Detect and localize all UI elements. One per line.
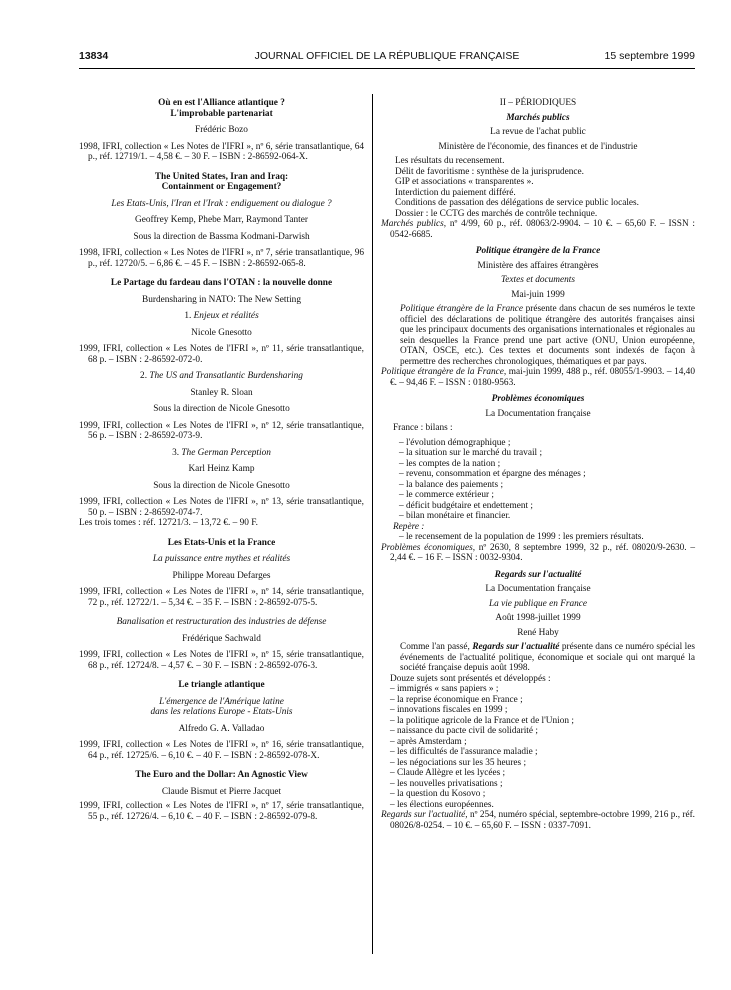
list-item: – naissance du pacte civil de solidarité ; <box>390 726 538 736</box>
entry-author: Stanley R. Sloan <box>190 387 253 398</box>
entry-author: Nicole Gnesotto <box>191 327 252 338</box>
entry-direction: Sous la direction de Nicole Gnesotto <box>153 480 290 491</box>
issue-date: 15 septembre 1999 <box>604 50 695 62</box>
periodical-reference: Problèmes économiques, nº 2630, 8 septembre 1999, 32 p., réf. 08020/9-2630. – 2,44 €. – 16 F. – ISSN : 0032-9304. <box>381 542 695 563</box>
list-item: – les élections européennes. <box>390 799 494 810</box>
periodical-reference: Regards sur l'actualité, nº 254, numéro spécial, septembre-octobre 1999, 216 p., réf. 08026/8-0254. – 10 €. – 65,60 F. – ISSN : 0337-7091. <box>381 810 695 831</box>
contents-list <box>381 532 695 543</box>
list-item: – déficit budgétaire et endettement ; <box>399 500 533 511</box>
periodical-publisher: La Documentation française <box>485 408 591 419</box>
list-item: – immigrés « sans papiers » ; <box>390 684 499 694</box>
journal-title: JOURNAL OFFICIEL DE LA RÉPUBLIQUE FRANÇAISE <box>254 50 520 62</box>
periodical-title: Marchés publics <box>506 112 570 123</box>
entry-author: Frédérique Sachwald <box>182 633 261 644</box>
contents-intro: France : bilans : <box>393 423 453 433</box>
entry-subtitle: Les Etats-Unis, l'Iran et l'Irak : endiguement ou dialogue ? <box>111 198 332 209</box>
list-item: – les négociations sur les 35 heures ; <box>390 757 527 768</box>
list-item: – la politique agricole de la France et de l'Union ; <box>390 715 574 726</box>
contents-list <box>381 438 695 522</box>
list-item: – les nouvelles privatisations ; <box>390 778 503 789</box>
periodical-description: Politique étrangère de la France présente dans chacun de ses numéros le texte officiel des déclarations de politique étrangère des autorités françaises ainsi que les principaux documents des organisations internationales et régionales au sein desquelles la France prend une part active (ONU, Union européenne, OTAN, OSCE, etc.). Ces textes et documents sont indexés de façon à permettre des recherches chronologiques, thématiques et par pays. <box>400 304 696 367</box>
entry-reference: 1999, IFRI, collection « Les Notes de l'IFRI », nº 16, série transatlantique, 64 p., réf. 12725/6. – 6,10 €. – 40 F. – ISBN : 2-86592-078-X. <box>79 740 364 761</box>
periodical-period: Août 1998-juillet 1999 <box>495 613 581 623</box>
list-item: Interdiction du paiement différé. <box>395 187 516 198</box>
entry-author: Claude Bismut et Pierre Jacquet <box>161 786 282 797</box>
list-item: Dossier : le CCTG des marchés de contrôle technique. <box>395 208 598 219</box>
list-item: – la situation sur le marché du travail ; <box>399 448 543 458</box>
entry-reference: 1998, IFRI, collection « Les Notes de l'IFRI », nº 7, série transatlantique, 96 p., réf. 12720/5. – 6,86 €. – 45 F. – ISBN : 2-86592-065-8. <box>79 248 364 269</box>
entry-title: L'improbable partenariat <box>170 108 273 119</box>
periodical-publisher: La Documentation française <box>485 584 591 594</box>
entry-direction: Sous la direction de Nicole Gnesotto <box>153 404 290 414</box>
periodical-subtitle: La vie publique en France <box>488 598 588 609</box>
list-item: – après Amsterdam ; <box>390 736 467 747</box>
entry-title: Où en est l'Alliance atlantique ? <box>158 98 285 108</box>
list-item: – innovations fiscales en 1999 ; <box>390 705 508 715</box>
entry-reference: 1999, IFRI, collection « Les Notes de l'IFRI », nº 11, série transatlantique, 68 p. – ISBN : 2-86592-072-0. <box>79 344 364 365</box>
entry-title: Banalisation et restructuration des industries de défense <box>116 617 327 627</box>
contents-list <box>381 684 695 810</box>
periodical-ministry: Ministère des affaires étrangères <box>477 260 599 271</box>
entry-reference: 1999, IFRI, collection « Les Notes de l'IFRI », nº 12, série transatlantique, 56 p. – ISBN : 2-86592-073-9. <box>79 420 364 441</box>
right-column <box>381 98 695 831</box>
entry-direction: Sous la direction de Bassma Kodmani-Darwish <box>133 231 310 242</box>
periodical-title: Politique étrangère de la France <box>475 246 601 256</box>
periodical-title: Problèmes économiques <box>491 394 585 404</box>
list-item: – bilan monétaire et financier. <box>399 511 511 521</box>
entry-subtitle: Burdensharing in NATO: The New Setting <box>142 294 301 305</box>
entry-author: Geoffrey Kemp, Phebe Marr, Raymond Tanter <box>135 215 308 225</box>
entry-reference: Les trois tomes : réf. 12721/3. – 13,72 €. – 90 F. <box>79 518 258 528</box>
entry-title: Containment or Engagement? <box>161 182 282 192</box>
list-item: – le commerce extérieur ; <box>399 490 494 500</box>
entry-reference: 1999, IFRI, collection « Les Notes de l'IFRI », nº 17, série transatlantique, 55 p., réf. 12726/4. – 6,10 €. – 40 F. – ISBN : 2-86592-079-8. <box>79 801 364 822</box>
periodical-subtitle: La revue de l'achat public <box>490 127 586 137</box>
entry-subtitle: dans les relations Europe - Etats-Unis <box>150 707 293 717</box>
list-item: – revenu, consommation et épargne des ménages ; <box>399 469 586 479</box>
list-item: – les comptes de la nation ; <box>399 458 501 469</box>
entry-subtitle: L'émergence de l'Amérique latine <box>159 696 284 707</box>
list-item: – la balance des paiements ; <box>399 479 504 490</box>
list-item: – Claude Allègre et les lycées ; <box>390 768 506 778</box>
entry-author: Alfredo G. A. Valladao <box>178 723 265 734</box>
periodical-author: René Haby <box>517 627 559 638</box>
entry-reference: 1999, IFRI, collection « Les Notes de l'IFRI », nº 14, série transatlantique, 72 p., réf. 12722/1. – 5,34 €. – 35 F. – ISBN : 2-86592-075-5. <box>79 587 364 608</box>
list-item: Les résultats du recensement. <box>395 156 505 166</box>
entry-reference: 1998, IFRI, collection « Les Notes de l'IFRI », nº 6, série transatlantique, 64 p., réf. 12719/1. – 4,58 €. – 30 F. – ISBN : 2-86592-064-X. <box>79 141 364 162</box>
part-heading: 3. The German Perception <box>172 447 271 458</box>
header-rule <box>79 68 695 69</box>
list-item: – la reprise économique en France ; <box>390 694 523 705</box>
list-item: Délit de favoritisme : synthèse de la jurisprudence. <box>395 166 584 177</box>
page-number: 13834 <box>79 50 109 62</box>
entry-title: Les Etats-Unis et la France <box>167 537 276 548</box>
periodical-ministry: Ministère de l'économie, des finances et de l'industrie <box>438 141 638 152</box>
entry-title: The Euro and the Dollar: An Agnostic View <box>135 770 308 780</box>
entry-reference: 1999, IFRI, collection « Les Notes de l'IFRI », nº 15, série transatlantique, 68 p., réf. 12724/8. – 4,57 €. – 30 F. – ISBN : 2-86592-076-3. <box>79 650 364 671</box>
contents-intro: Douze sujets sont présentés et développés : <box>390 673 551 684</box>
entry-author: Frédéric Bozo <box>195 125 248 135</box>
list-item: GIP et associations « transparentes ». <box>395 177 534 187</box>
periodical-description: Comme l'an passé, Regards sur l'actualité présente dans ce numéro spécial les événements de l'actualité politique, économique et sociale qui ont marqué la société française depuis août 1998. <box>400 642 695 673</box>
periodical-subtitle: Textes et documents <box>500 275 576 285</box>
periodical-reference: Politique étrangère de la France, mai-juin 1999, 488 p., réf. 08055/1-9903. – 14,40 €. – 94,46 F. – ISSN : 0180-9563. <box>381 367 695 388</box>
entry-title: Le Partage du fardeau dans l'OTAN : la nouvelle donne <box>110 278 333 288</box>
list-item: – la question du Kosovo ; <box>390 789 486 799</box>
periodical-reference: Marchés publics, nº 4/99, 60 p., réf. 08063/2-9904. – 10 €. – 65,60 F. – ISSN : 0542-6685. <box>381 219 695 240</box>
periodical-period: Mai-juin 1999 <box>511 289 565 300</box>
part-heading: 1. Enjeux et réalités <box>184 311 259 321</box>
part-heading: 2. The US and Transatlantic Burdensharing <box>140 371 303 381</box>
column-divider <box>372 94 373 954</box>
section-title: II – PÉRIODIQUES <box>499 98 577 108</box>
entry-author: Karl Heinz Kamp <box>188 464 255 474</box>
list-item: – les difficultés de l'assurance maladie ; <box>390 747 538 757</box>
periodical-title: Regards sur l'actualité <box>494 569 582 580</box>
entry-author: Philippe Moreau Defarges <box>172 570 271 581</box>
page-header <box>79 50 695 66</box>
list-item: – l'évolution démographique ; <box>399 437 511 448</box>
left-column <box>79 98 364 822</box>
entry-reference: 1999, IFRI, collection « Les Notes de l'IFRI », nº 13, série transatlantique, 50 p. – ISBN : 2-86592-074-7. <box>79 497 364 518</box>
contents-intro: Repère : <box>393 521 425 532</box>
entry-subtitle: La puissance entre mythes et réalités <box>152 554 291 564</box>
list-item: – le recensement de la population de 1999 : les premiers résultats. <box>399 532 644 542</box>
list-item: Conditions de passation des délégations de service public locales. <box>395 198 639 208</box>
entry-title: Le triangle atlantique <box>178 680 265 690</box>
contents-list <box>381 156 695 219</box>
entry-title: The United States, Iran and Iraq: <box>154 171 289 182</box>
